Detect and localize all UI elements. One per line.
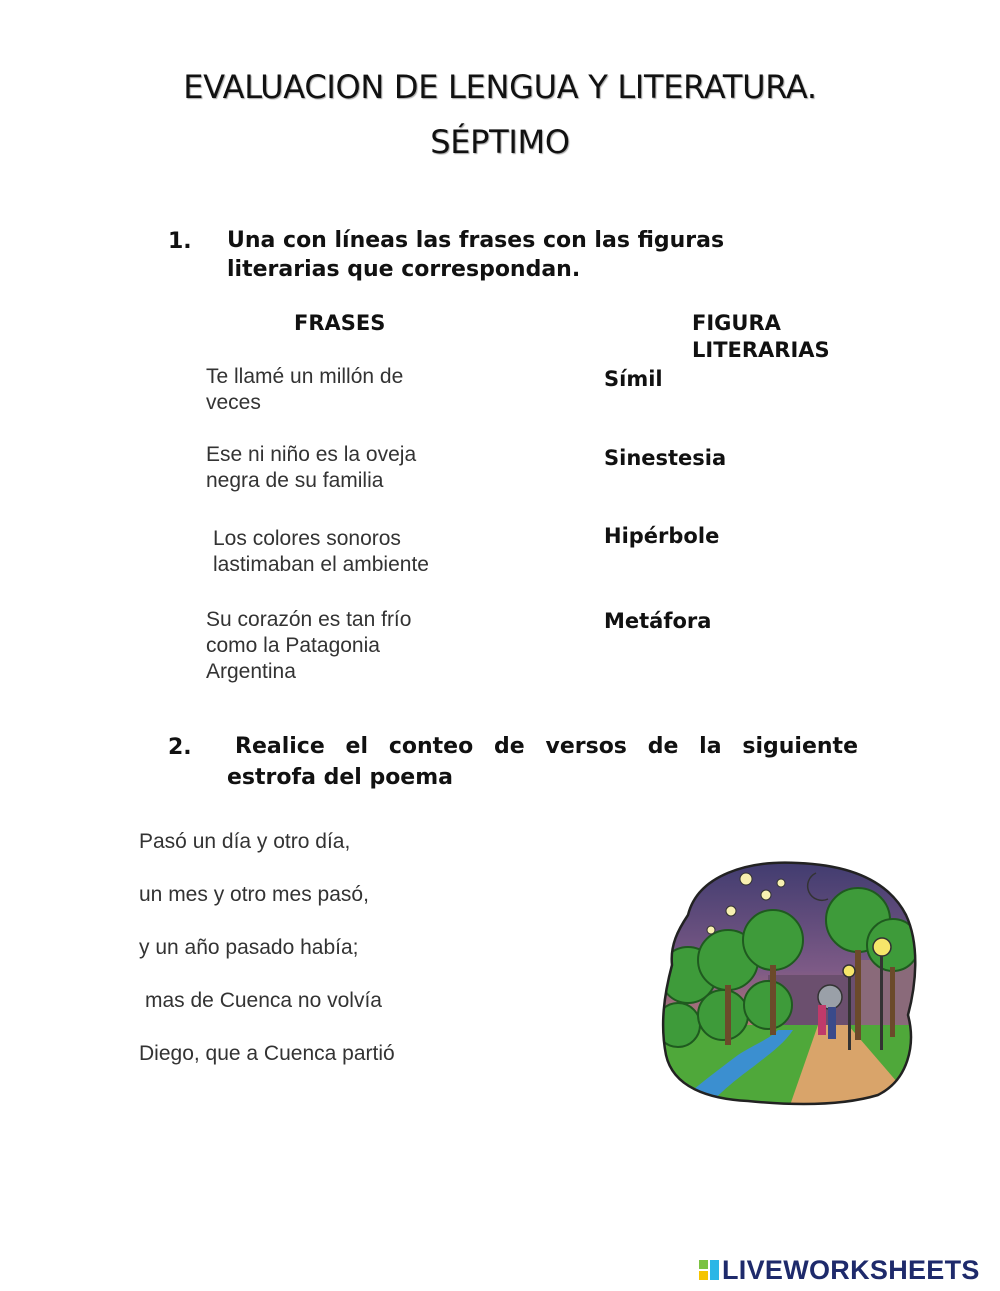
phrase-line: Los colores sonoros bbox=[213, 527, 401, 550]
figure-item-hiperbole[interactable]: Hipérbole bbox=[604, 524, 720, 548]
logo-square-icon bbox=[699, 1260, 708, 1269]
verse-line: Pasó un día y otro día, bbox=[139, 830, 351, 853]
phrase-item[interactable] bbox=[213, 526, 473, 578]
logo-text: LIVEWORKSHEETS bbox=[722, 1255, 980, 1285]
question-2-text-line-1: Realice el conteo de versos de la siguiente bbox=[235, 734, 858, 759]
figure-item-metafora[interactable]: Metáfora bbox=[604, 609, 712, 633]
park-illustration bbox=[658, 855, 922, 1111]
logo-square-icon bbox=[710, 1260, 719, 1280]
figures-column-header-line-2: LITERARIAS bbox=[692, 338, 830, 362]
verse-line: y un año pasado había; bbox=[139, 936, 359, 959]
phrase-line: lastimaban el ambiente bbox=[213, 553, 429, 576]
phrase-line: Ese ni niño es la oveja bbox=[206, 443, 417, 466]
question-1-text-line-2: literarias que correspondan. bbox=[227, 257, 581, 282]
phrase-line: Argentina bbox=[206, 660, 296, 683]
question-1-text-line-1: Una con líneas las frases con las figuras bbox=[227, 228, 725, 253]
figure-item-simil[interactable]: Símil bbox=[604, 367, 663, 391]
phrase-item[interactable] bbox=[206, 442, 466, 494]
phrase-item[interactable] bbox=[206, 607, 466, 685]
page-subtitle: SÉPTIMO bbox=[430, 123, 570, 161]
logo-square-icon bbox=[699, 1271, 708, 1280]
figure-item-sinestesia[interactable]: Sinestesia bbox=[604, 446, 727, 470]
phrase-item[interactable] bbox=[206, 364, 466, 416]
phrase-line: Te llamé un millón de bbox=[206, 365, 404, 388]
verse-line: mas de Cuenca no volvía bbox=[145, 989, 382, 1012]
verse-line: Diego, que a Cuenca partió bbox=[139, 1042, 395, 1065]
phrase-line: como la Patagonia bbox=[206, 634, 380, 657]
verse-line: un mes y otro mes pasó, bbox=[139, 883, 369, 906]
phrase-line: negra de su familia bbox=[206, 469, 384, 492]
page-title: EVALUACION DE LENGUA Y LITERATURA. bbox=[183, 68, 817, 106]
phrase-line: Su corazón es tan frío bbox=[206, 608, 412, 631]
question-2-number: 2. bbox=[168, 735, 192, 760]
liveworksheets-logo[interactable] bbox=[699, 1255, 995, 1288]
question-1-number: 1. bbox=[168, 229, 192, 254]
figures-column-header-line-1: FIGURA bbox=[692, 311, 781, 335]
question-2-text-line-2: estrofa del poema bbox=[227, 765, 453, 790]
phrase-line: veces bbox=[206, 391, 261, 414]
phrases-column-header: FRASES bbox=[294, 311, 386, 335]
